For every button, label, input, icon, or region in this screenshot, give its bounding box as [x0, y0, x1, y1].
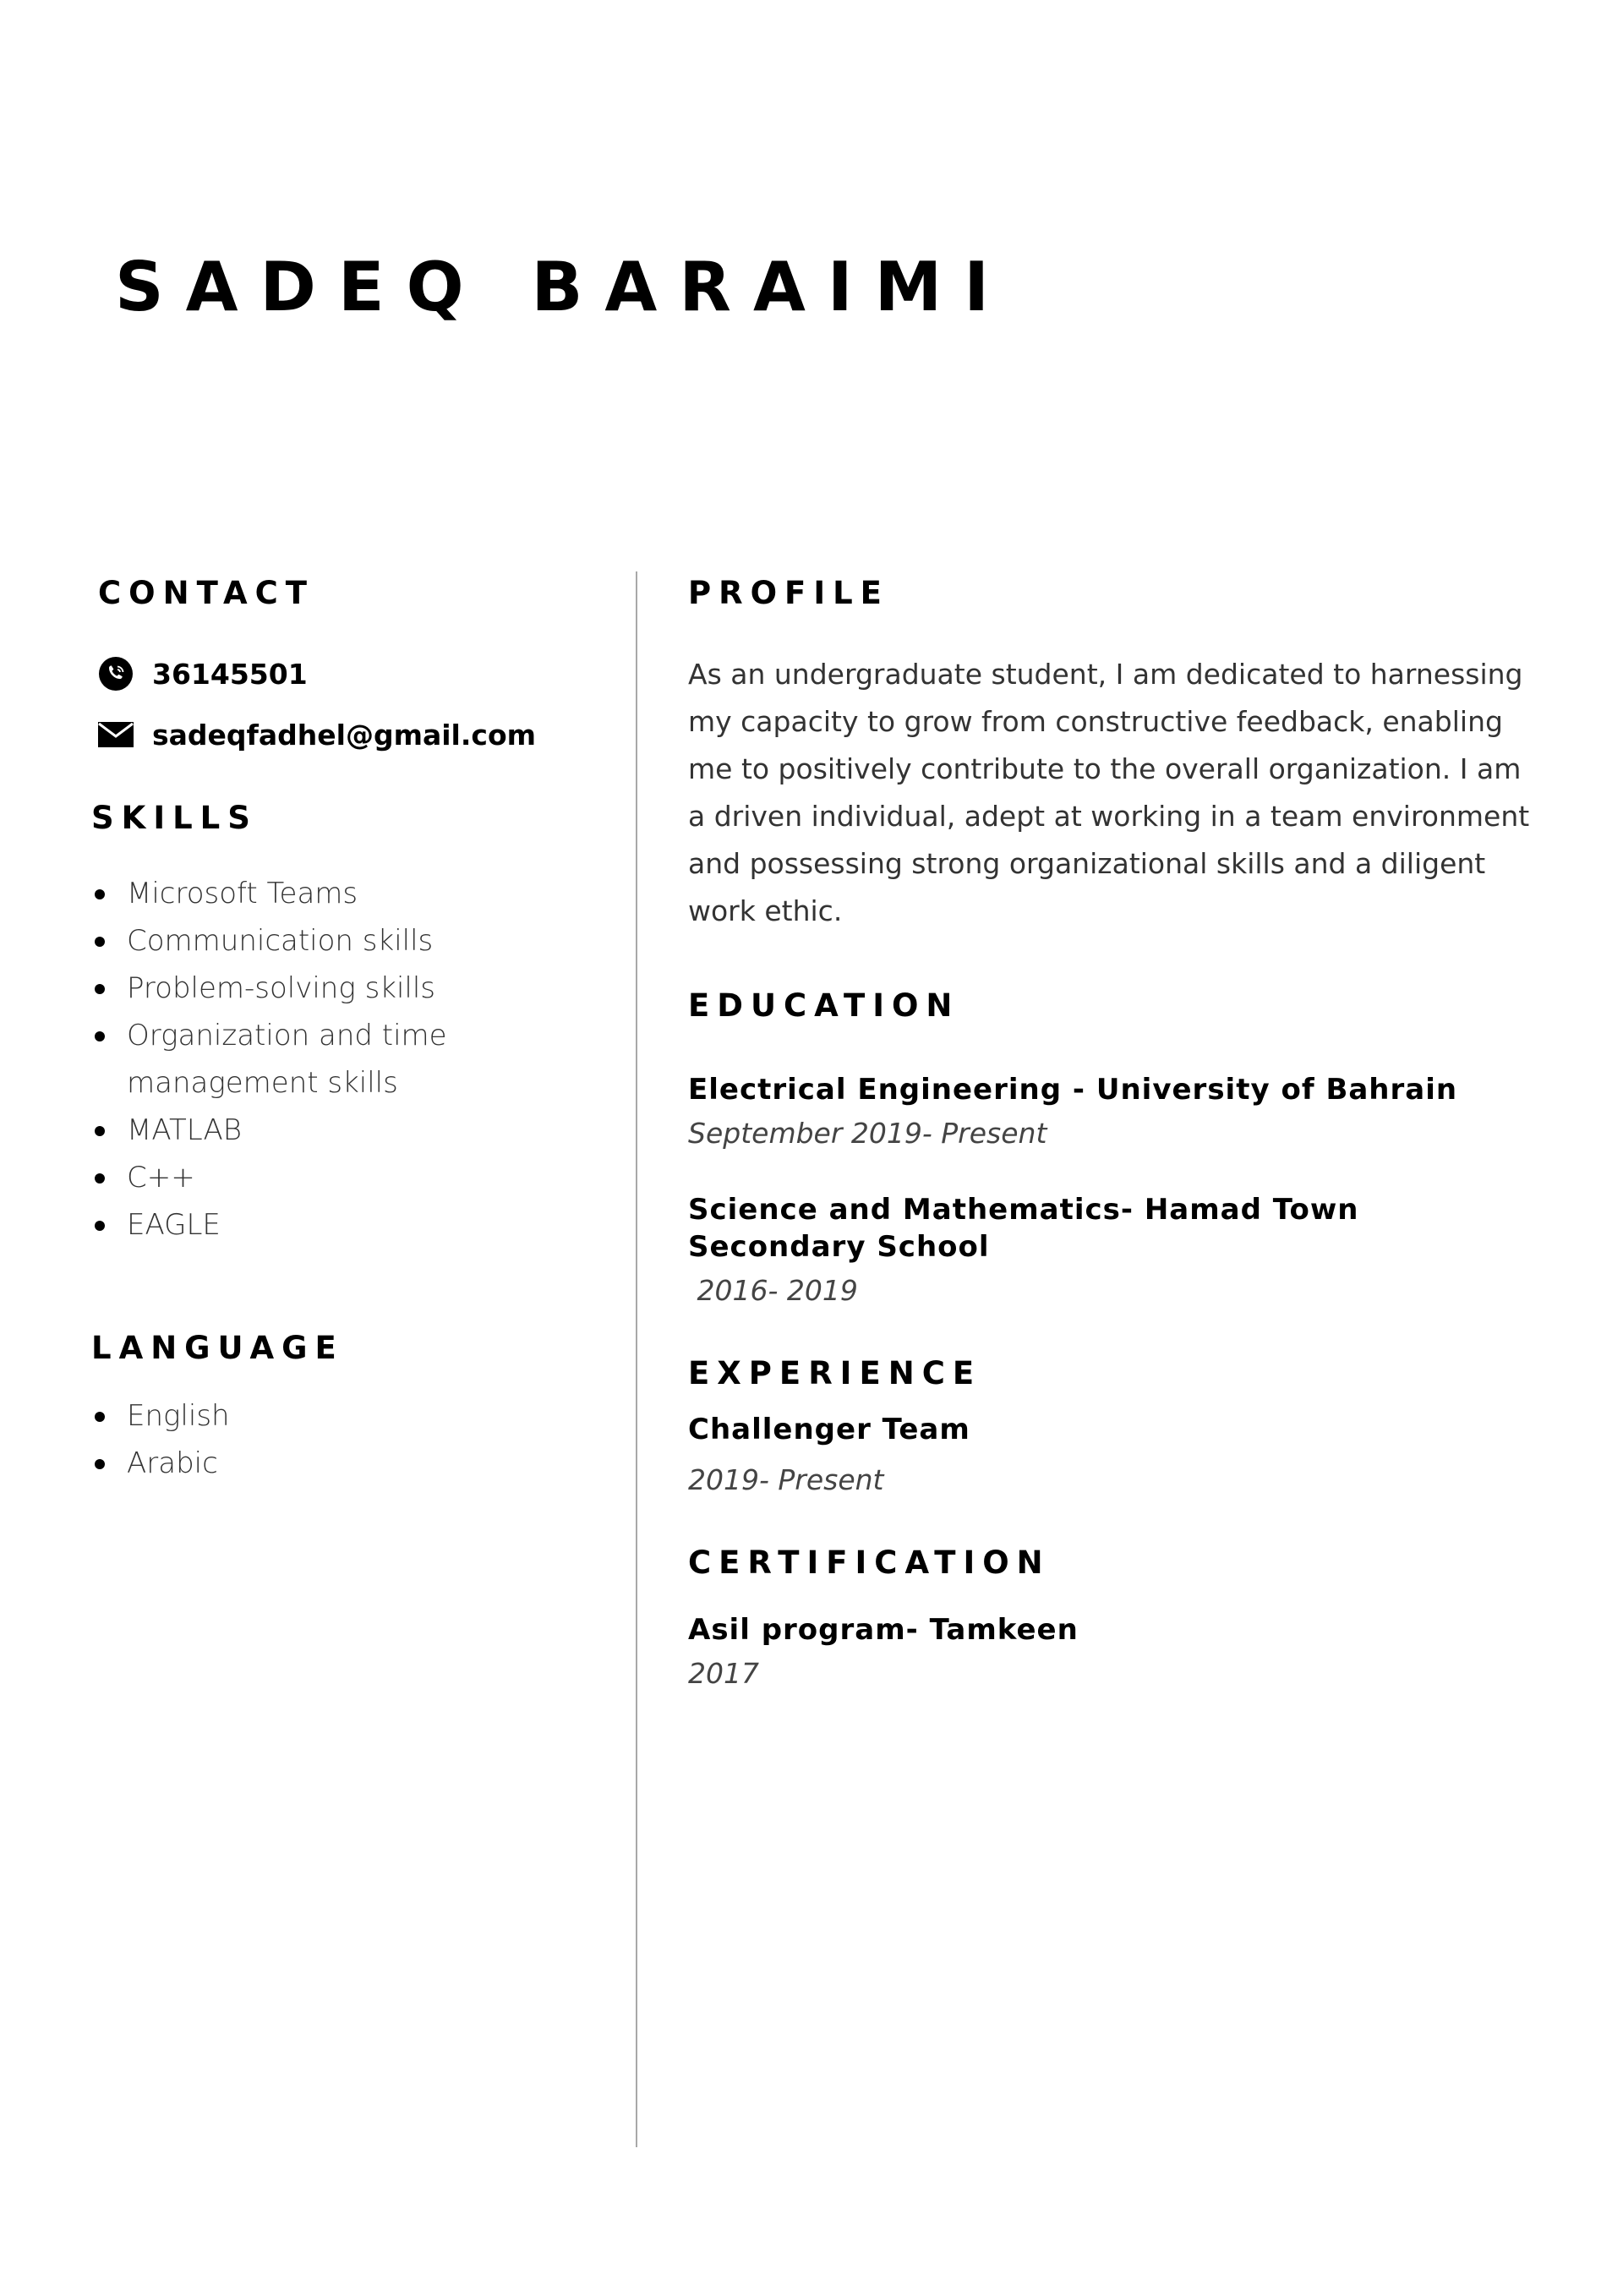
education-entry [688, 1071, 1533, 1154]
bullet-dot [95, 1031, 105, 1041]
bullet-dot [95, 889, 105, 899]
column-divider [636, 571, 637, 2147]
contact-heading: CONTACT [98, 575, 314, 611]
right-column [688, 575, 1533, 1694]
skill-item: Organization and time management skills [91, 1012, 499, 1107]
phone-icon [96, 654, 135, 693]
skill-item: EAGLE [91, 1201, 598, 1249]
bullet-dot [95, 1173, 105, 1184]
education-date: 2016- 2019 [688, 1273, 858, 1307]
language-heading: LANGUAGE [91, 1329, 344, 1366]
bullet-dot [95, 1412, 105, 1422]
contact-list [96, 654, 598, 754]
education-title: Science and Mathematics- Hamad Town Secondary School [688, 1192, 1359, 1264]
certification-date: 2017 [688, 1656, 759, 1690]
skill-item: Problem-solving skills [91, 965, 598, 1012]
resume-name: SADEQ BARAIMI [115, 248, 1011, 326]
profile-text: As an undergraduate student, I am dedicated to harnessing my capacity to grow from constructive feedback, enabling me to positively contribute to the overall organization. I am a driven individual, adept at working in a team environment and possessing strong organizational skills and a diligent work ethic. [688, 658, 1530, 928]
bullet-dot [95, 1126, 105, 1136]
skill-item: C++ [91, 1154, 598, 1201]
mail-icon [96, 715, 135, 754]
phone-number[interactable]: 36145501 [152, 657, 308, 691]
certification-title: Asil program- Tamkeen [688, 1612, 1079, 1647]
skill-item: Communication skills [91, 917, 598, 965]
certification-heading: CERTIFICATION [688, 1544, 1051, 1582]
education-date: September 2019- Present [688, 1116, 1047, 1150]
left-column [91, 575, 598, 1487]
language-item: Arabic [91, 1440, 598, 1487]
skill-item: MATLAB [91, 1107, 598, 1154]
bullet-dot [95, 1459, 105, 1469]
bullet-dot [95, 984, 105, 994]
bullet-dot [95, 937, 105, 947]
experience-entry [688, 1411, 1533, 1501]
education-entry [688, 1191, 1500, 1311]
experience-date: 2019- Present [688, 1463, 884, 1497]
contact-phone [96, 654, 598, 693]
bullet-dot [95, 1221, 105, 1231]
skill-item: Microsoft Teams [91, 870, 598, 917]
email-address[interactable]: sadeqfadhel@gmail.com [152, 718, 537, 752]
skills-list [91, 870, 598, 1249]
skills-heading: SKILLS [91, 800, 258, 837]
language-list [91, 1392, 598, 1487]
certification-entry [688, 1611, 1533, 1694]
experience-heading: EXPERIENCE [688, 1354, 982, 1391]
experience-title: Challenger Team [688, 1413, 970, 1447]
education-heading: EDUCATION [688, 987, 960, 1025]
language-item: English [91, 1392, 598, 1440]
profile-heading: PROFILE [688, 575, 889, 611]
contact-email [96, 715, 598, 754]
education-title: Electrical Engineering - University of Bahrain [688, 1072, 1458, 1107]
